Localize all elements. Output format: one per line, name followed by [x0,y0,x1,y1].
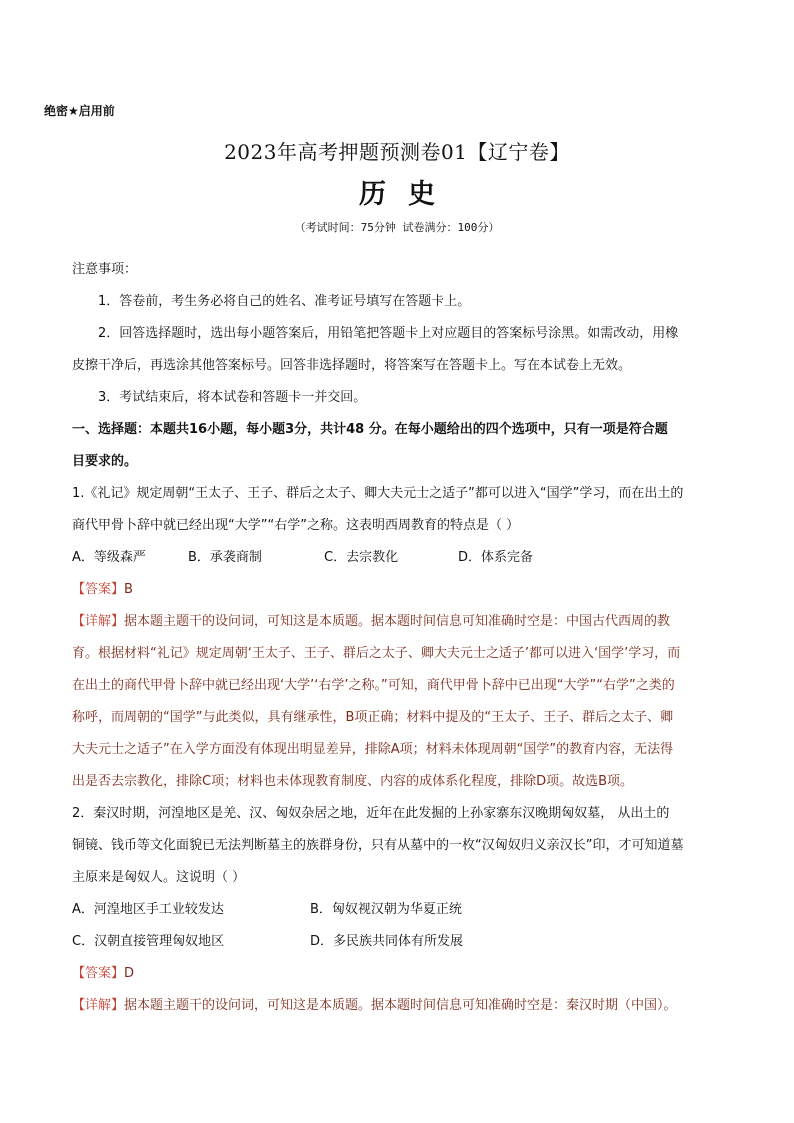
q1-detail-line-5: 大夫元士之适子”在入学方面没有体现出明显差异，排除A项；材料未体现周朝“国学”的教育内容，无法得 [72,742,674,757]
q2-option-c: C．汉朝直接管理匈奴地区 [72,934,225,949]
q2-answer-label: 【答案】 [72,966,125,981]
q2-detail-label: 【详解】 [72,998,125,1013]
subject-title: 历史 [359,179,457,210]
q2-stem-line-1: 2．秦汉时期，河湟地区是羌、汉、匈奴杂居之地，近年在此发掘的上孙家寨东汉晚期匈奴墓， 从出土的 [72,806,670,821]
q1-detail-line-4: 称呼，而周朝的“国学”与此类似，具有继承性，B项正确；材料中提及的“王太子、王子、群后之太子、卿 [72,710,674,725]
q2-answer [72,958,724,990]
q2-detail-line-1 [72,990,724,1022]
q1-stem-line-2: 商代甲骨卜辞中就已经出现“大学”“右学”之称。这表明西周教育的特点是（ ） [72,518,520,533]
q1-detail-label: 【详解】 [72,614,125,629]
secret-label: 绝密★启用前 [44,104,115,118]
q2-answer-value: D [124,966,135,981]
notes-heading: 注意事项： [72,262,138,277]
q2-option-d: D．多民族共同体有所发展 [310,934,464,949]
q2-stem-line-3: 主原来是匈奴人。这说明（ ） [72,870,246,885]
q2-option-b: B．匈奴视汉朝为华夏正统 [310,902,462,917]
q1-option-c: C．去宗教化 [324,550,399,565]
note-item-2: 2．回答选择题时，选出每小题答案后，用铅笔把答题卡上对应题目的答案标号涂黑。如需改动，用橡 [98,326,679,341]
note-item-2-cont: 皮擦干净后，再选涂其他答案标号。回答非选择题时，将答案写在答题卡上。写在本试卷上无效。 [72,358,632,373]
q1-option-b: B．承袭商制 [188,550,262,565]
q2-options-row-1 [72,894,724,926]
q1-options [72,542,724,574]
exam-info: （考试时间：75分钟 试卷满分：100分） [294,221,500,234]
q1-detail-line-2: 育。根据材料“礼记》规定周朝‘王太子、王子、群后之太子、卿大夫元士之适子’都可以进入‘国学’学习，而 [72,646,681,661]
q1-answer-label: 【答案】 [72,582,125,597]
q1-detail-line-3: 在出土的商代甲骨卜辞中就已经出现‘大学’‘右学’之称。”可知，商代甲骨卜辞中已出现“大学”“右学”之类的 [72,678,675,693]
q1-detail-line-6: 出是否去宗教化，排除C项；材料也未体现教育制度、内容的成体系化程度，排除D项。故选B项。 [72,774,634,789]
section-heading: 一、选择题：本题共16小题，每小题3分，共计48 分。在每小题给出的四个选项中，只有一项是符合题 [72,422,668,437]
q1-option-a: A．等级森严 [72,550,146,565]
note-item-1: 1．答卷前，考生务必将自己的姓名、准考证号填写在答题卡上。 [98,294,471,309]
q1-answer-value: B [124,582,133,597]
q1-detail-line-1 [72,606,724,638]
exam-body [72,254,724,1022]
exam-title: 2023年高考押题预测卷01【辽宁卷】 [224,140,570,164]
q1-detail-text-1: 据本题主题干的设问词，可知这是本质题。据本题时间信息可知准确时空是：中国古代西周的教 [124,614,671,629]
q2-detail-text-1: 据本题主题干的设问词，可知这是本质题。据本题时间信息可知准确时空是：秦汉时期（中国）。 [124,998,677,1013]
q2-stem-line-2: 铜镜、钱币等文化面貌已无法判断墓主的族群身份，只有从墓中的一枚“汉匈奴归义亲汉长”印，才可知道墓 [72,838,684,853]
section-heading-cont: 目要求的。 [72,454,138,469]
q1-answer [72,574,724,606]
q2-options-row-2 [72,926,724,958]
note-item-3: 3．考试结束后，将本试卷和答题卡一并交回。 [98,390,367,405]
q2-option-a: A．河湟地区手工业较发达 [72,902,224,917]
q1-stem-line-1: 1.《礼记》规定周朝“王太子、王子、群后之太子、卿大夫元士之适子”都可以进入“国学”学习，而在出土的 [72,486,684,501]
q1-option-d: D．体系完备 [458,550,534,565]
